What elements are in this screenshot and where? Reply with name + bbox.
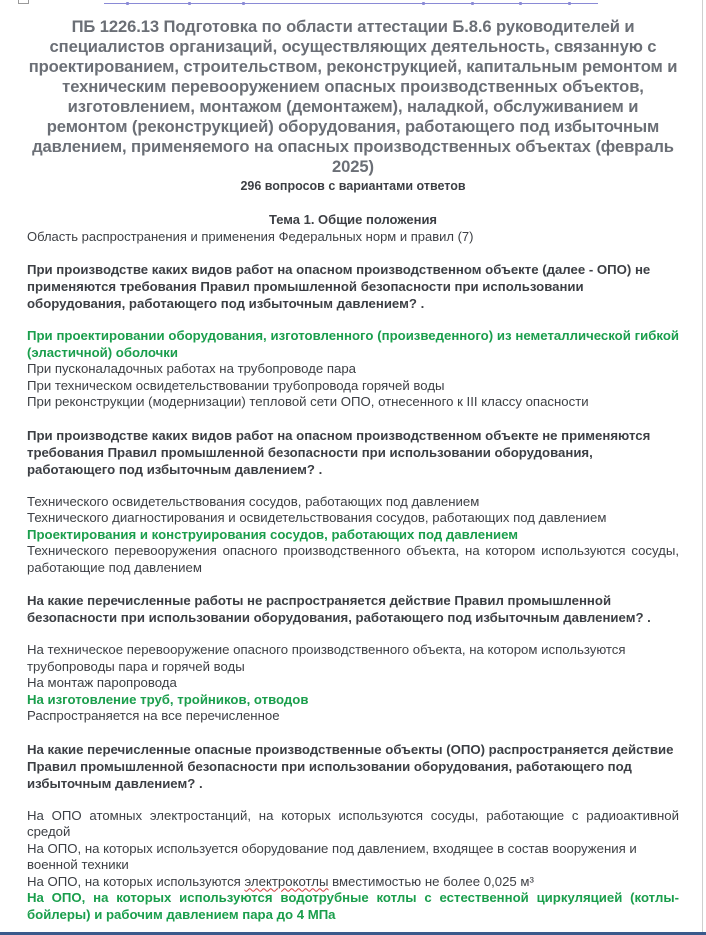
rule-tick (126, 2, 129, 5)
question-text: На какие перечисленные опасные производственные объекты (ОПО) распространяется действие Правил промышленной безопасности при использовании оборудования, работающего под избыточным давлением? . (27, 741, 674, 791)
answer-list (27, 642, 679, 725)
section-heading: Область распространения и применения Федеральных норм и правил (7) (27, 229, 474, 244)
answer-option: Технического перевооружения опасного производственного объекта, на котором используются сосуды, работающие под давлением (27, 543, 679, 575)
rule-tick (188, 2, 191, 5)
answer-list (27, 808, 679, 924)
rule-tick (242, 2, 245, 5)
answer-option: На ОПО атомных электростанций, на которых используются сосуды, работающие с радиоактивной средой (27, 807, 679, 839)
rule-tick (568, 2, 571, 5)
answer-list (27, 494, 679, 577)
answer-option: Технического освидетельствования сосудов, работающих под давлением (27, 493, 480, 509)
rule-tick (519, 2, 522, 5)
topic-heading: Тема 1. Общие положения (268, 212, 438, 227)
answer-option: При реконструкции (модернизации) тепловой сети ОПО, отнесенного к III классу опасности (27, 394, 589, 409)
answer-option: Распространяется на все перечисленное (27, 708, 280, 723)
answer-text: вместимостью не более 0,025 м³ (328, 873, 534, 889)
document-page (27, 17, 679, 923)
question-text: При производстве каких видов работ на опасном производственном объекте (далее - ОПО) не применяются требования Правил промышленной безопасности при использовании оборудования, работающего под избыточным давлением? . (27, 262, 651, 311)
header-rule (104, 3, 598, 4)
answer-option-correct: На ОПО, на которых используются водотрубные котлы с естественной циркуляцией (котлы-бойлеры) и рабочим давлением пара до 4 МПа (27, 890, 679, 922)
answer-option: При пусконаладочных работах на трубопроводе пара (27, 361, 356, 376)
answer-option: При техническом освидетельствовании трубопровода горячей воды (27, 377, 445, 393)
answer-option: На монтаж паропровода (27, 675, 177, 690)
document-subtitle: 296 вопросов с вариантами ответов (240, 179, 466, 193)
corner-handle (18, 0, 29, 4)
document-title: ПБ 1226.13 Подготовка по области аттестации Б.8.6 руководителей и специалистов организаций, осуществляющих деятельность, связанную с проектированием, строительством, реконструкцией, капитальным ремонтом и техническим перевооружением опасных производственных объектов, изготовлением, монтажом (демонтажем), наладкой, обслуживанием и ремонтом (реконструкцией) оборудования, работающего под избыточным давлением, применяемого на опасных производственных объектах (февраль 2025) (28, 17, 678, 176)
answer-option: На техническое перевооружение опасного производственного объекта, на котором используются трубопроводы пара и горячей воды (27, 642, 626, 674)
answer-option: На ОПО, на которых используется оборудование под давлением, входящее в состав вооружения и военной техники (27, 840, 637, 872)
rule-tick (471, 2, 474, 5)
answer-option-correct: При проектировании оборудования, изготовленного (произведенного) из неметаллической гибкой (эластичной) оболочки (27, 328, 679, 360)
spellcheck-flagged-word[interactable]: электрокотлы (244, 873, 329, 889)
rule-tick (422, 2, 425, 5)
question-block (27, 427, 679, 577)
question-text: На какие перечисленные работы не распространяется действие Правил промышленной безопасности при использовании оборудования, работающего под избыточным давлением? . (27, 593, 651, 625)
question-block (27, 741, 679, 924)
answer-option: Технического диагностирования и освидетельствования сосудов, работающих под давлением (27, 510, 607, 525)
answer-option (27, 874, 679, 891)
answer-option-correct: На изготовление труб, тройников, отводов (27, 691, 309, 707)
question-block (27, 261, 679, 411)
page-edge (702, 0, 703, 935)
answer-text: На ОПО, на которых используются (27, 873, 245, 889)
answer-list (27, 328, 679, 411)
answer-option-correct: Проектирования и конструирования сосудов, работающих под давлением (27, 526, 519, 542)
question-text: При производстве каких видов работ на опасном производственном объекте не применяются требования Правил промышленной безопасности при использовании оборудования, работающего под избыточным давлением? . (27, 427, 651, 477)
question-block (27, 592, 679, 725)
